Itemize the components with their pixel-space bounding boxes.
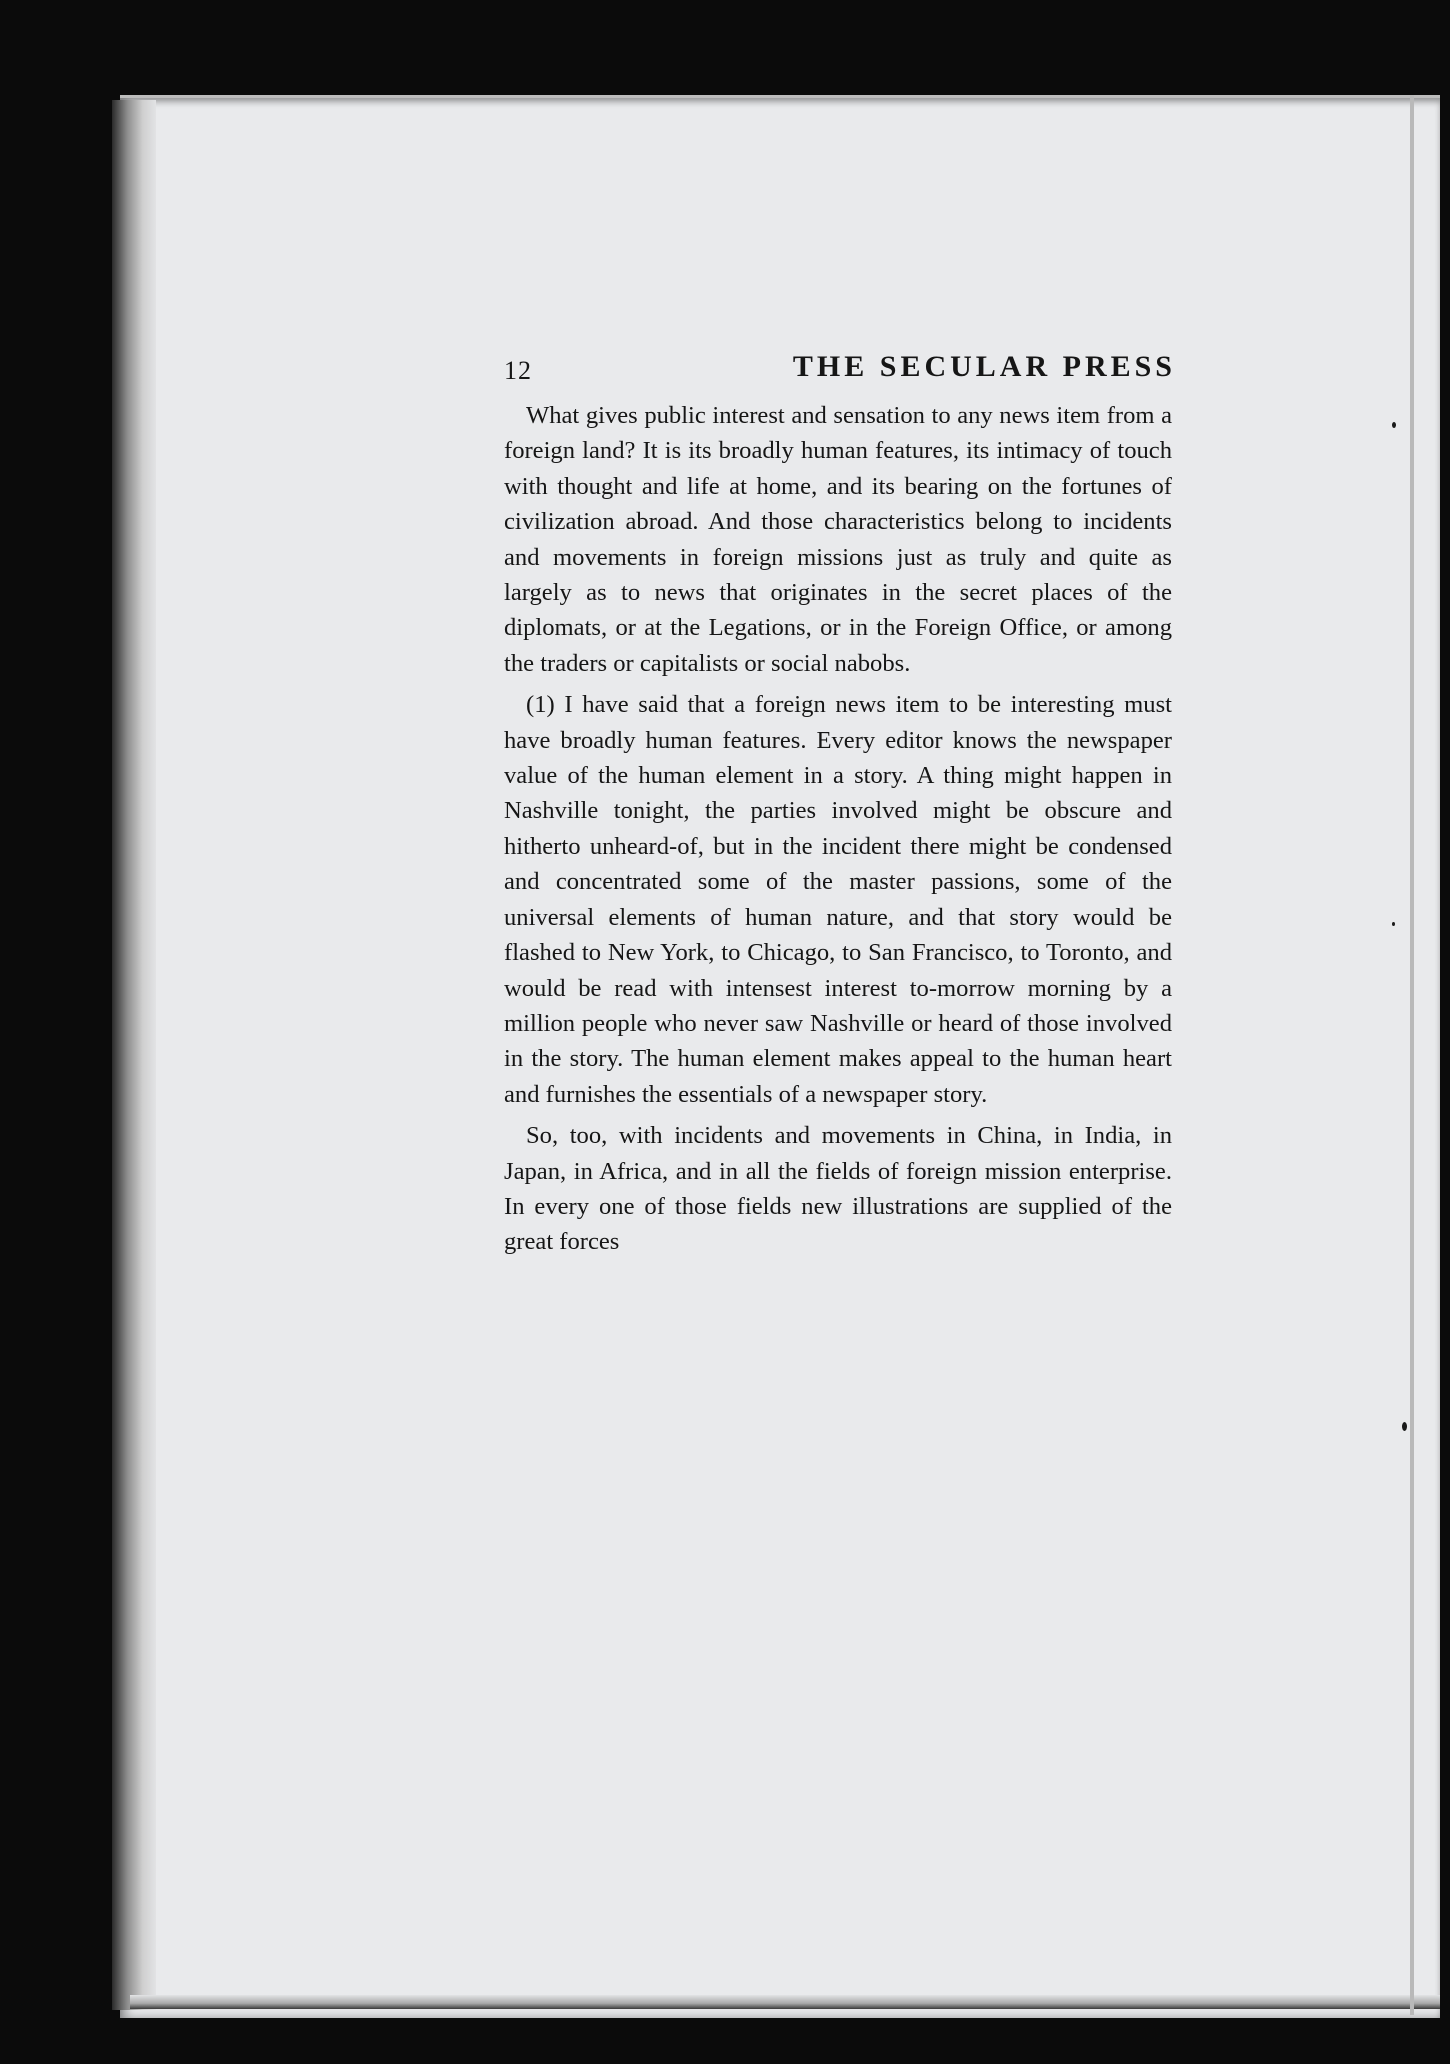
paragraph-2: (1) I have said that a foreign news item to be interesting must have broadly human features. Every editor knows the newspaper value of the human element in a story. A thing might happen in Nashville tonight, the parties involved might be obscure and hitherto unheard-of, but in the incident there might be condensed and concentrated some of the master passions, some of the universal elements of human nature, and that story would be flashed to New York, to Chicago, to San Francisco, to Toronto, and would be read with intensest interest to-morrow morning by a million people who never saw Nashville or heard of those involved in the story. The human element makes appeal to the human heart and furnishes the essentials of a newspaper story. (504, 691, 1172, 1108)
page-left-edge-shadow (112, 100, 156, 2010)
page-text-block (504, 350, 1176, 1266)
dust-speck (1392, 422, 1396, 428)
running-head (504, 350, 1176, 390)
page-fold-line (1410, 95, 1414, 2015)
dust-speck (1402, 1422, 1407, 1431)
page-bottom-edge-shadow (130, 1995, 1440, 2009)
page-number: 12 (504, 356, 532, 385)
paragraph-3: So, too, with incidents and movements in China, in India, in Japan, in Africa, and in all the fields of foreign mission enterprise. In every one of those fields new illustrations are supplied of the great forces (504, 1122, 1172, 1256)
running-title: THE SECULAR PRESS (792, 350, 1176, 383)
dust-speck (1392, 922, 1395, 926)
paragraph-1: What gives public interest and sensation to any news item from a foreign land? It is its broadly human features, its intimacy of touch with thought and life at home, and its bearing on the fortunes of civilization abroad. And those characteristics belong to incidents and movements in foreign missions just as truly and quite as largely as to news that originates in the secret places of the diplomats, or at the Legations, or in the Foreign Office, or among the traders or capitalists or social nabobs. (504, 402, 1172, 677)
